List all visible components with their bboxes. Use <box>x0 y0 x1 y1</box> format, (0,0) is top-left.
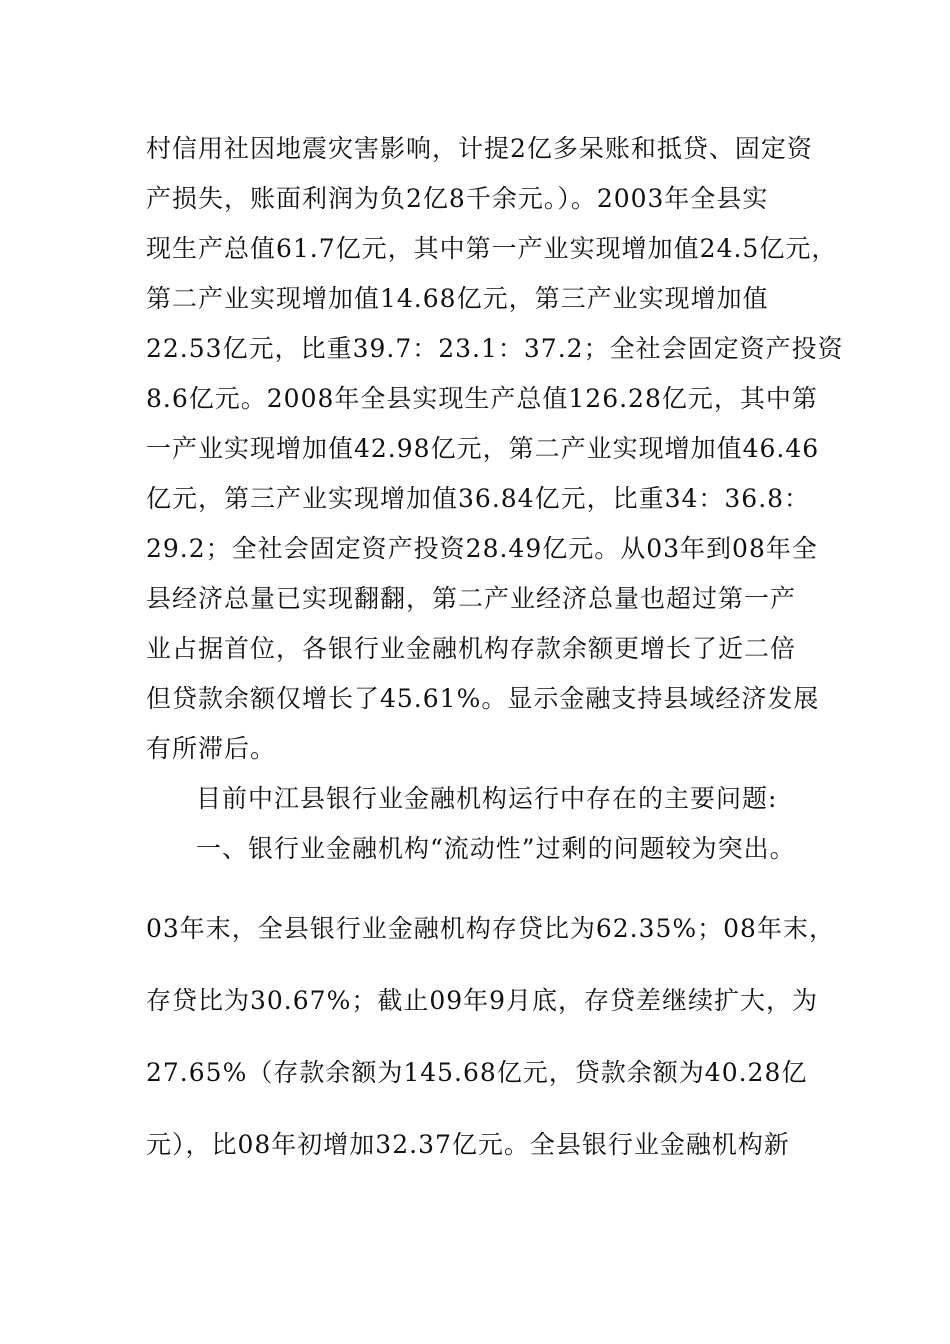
text-line: 29.2；全社会固定资产投资28.49亿元。从03年到08年全 <box>146 534 818 563</box>
text-line: 现生产总值61.7亿元，其中第一产业实现增加值24.5亿元， <box>146 234 838 263</box>
text-line: 一产业实现增加值42.98亿元，第二产业实现增加值46.46 <box>146 434 820 463</box>
text-line: 22.53亿元，比重39.7：23.1：37.2；全社会固定资产投资 <box>146 334 844 363</box>
text-line: 03年末，全县银行业金融机构存贷比为62.35%；08年末， <box>146 914 835 943</box>
text-line: 县经济总量已实现翻翻，第二产业经济总量也超过第一产 <box>146 584 797 613</box>
text-line: 但贷款余额仅增长了45.61%。显示金融支持县域经济发展 <box>146 684 820 713</box>
text-line: 存贷比为30.67%；截止09年9月底，存贷差继续扩大，为 <box>146 986 819 1015</box>
text-line: 8.6亿元。2008年全县实现生产总值126.28亿元，其中第 <box>146 384 818 413</box>
text-line: 亿元，第三产业实现增加值36.84亿元，比重34：36.8： <box>146 484 811 513</box>
text-line: 业占据首位，各银行业金融机构存款余额更增长了近二倍 <box>146 634 797 663</box>
text-line: 有所滞后。 <box>146 734 277 763</box>
text-line: 产损失，账面利润为负2亿8千余元。）。2003年全县实 <box>146 184 769 213</box>
text-line: 元），比08年初增加32.37亿元。全县银行业金融机构新 <box>146 1130 790 1159</box>
text-line: 第二产业实现增加值14.68亿元，第三产业实现增加值 <box>146 284 769 313</box>
section-intro: 目前中江县银行业金融机构运行中存在的主要问题: <box>196 784 778 813</box>
section-heading: 一、银行业金融机构“流动性”过剩的问题较为突出。 <box>196 834 796 863</box>
text-line: 村信用社因地震灾害影响，计提2亿多呆账和抵贷、固定资 <box>146 134 813 163</box>
text-line: 27.65%（存款余额为145.68亿元，贷款余额为40.28亿 <box>146 1058 808 1087</box>
